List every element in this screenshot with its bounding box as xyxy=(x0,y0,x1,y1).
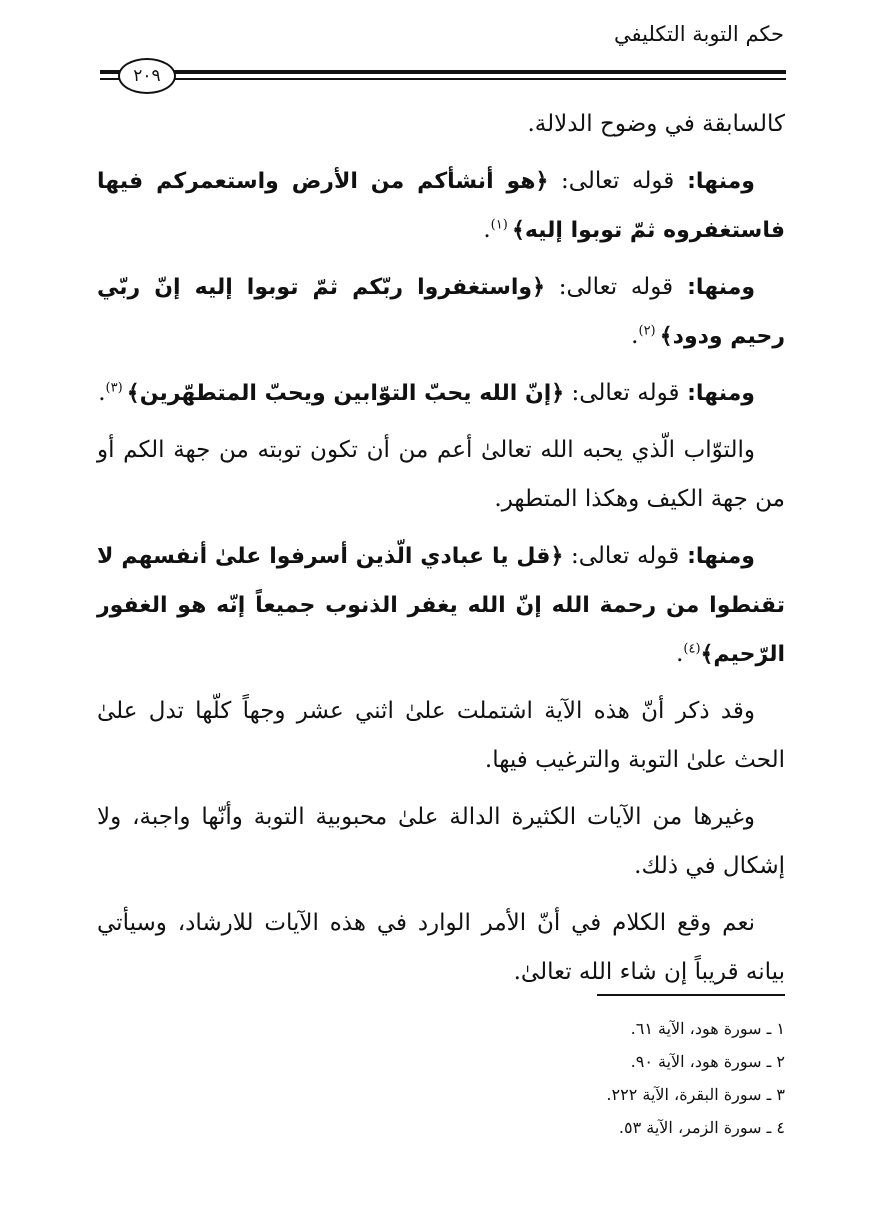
text: . xyxy=(631,323,639,349)
main-text xyxy=(97,100,785,1005)
text: قوله تعالى: xyxy=(545,274,674,300)
paragraph xyxy=(97,263,785,361)
text: والتوّاب الّذي يحبه الله تعالىٰ أعم من أن تكون توبته من جهة الكم أو من جهة الكيف وهكذا المتطهر. xyxy=(97,437,785,512)
paragraph xyxy=(97,793,785,891)
text: نعم وقع الكلام في أنّ الأمر الوارد في هذه الآيات للارشاد، وسيأتي بيانه قريباً إن شاء الله تعالىٰ. xyxy=(97,910,785,985)
text: كالسابقة في وضوح الدلالة. xyxy=(527,111,785,137)
text: قوله تعالى: xyxy=(563,543,680,569)
paragraph xyxy=(97,369,785,418)
paragraph xyxy=(97,157,785,255)
bold-text: ﴿هو أنشأكم من الأرض واستعمركم فيها فاستغفروه ثمّ توبوا إليه﴾ xyxy=(97,169,785,243)
bold-text: ﴿إنّ الله يحبّ التوّابين ويحبّ المتطهّرين﴾ xyxy=(126,381,565,406)
bold-text: ومنها: xyxy=(679,544,755,569)
footnote-marker: (٢) xyxy=(638,323,660,339)
paragraph xyxy=(97,100,785,149)
text: وغيرها من الآيات الكثيرة الدالة علىٰ محبوبية التوبة وأنّها واجبة، ولا إشكال في ذلك. xyxy=(97,804,785,879)
footnote-marker: (٤) xyxy=(683,641,701,657)
bold-text: ومنها: xyxy=(673,275,755,300)
paragraph xyxy=(97,532,785,679)
bold-text: ومنها: xyxy=(674,169,755,194)
footnote-separator xyxy=(597,994,785,996)
footnote-marker: (١) xyxy=(490,217,512,233)
header-rule-thin xyxy=(100,78,786,80)
header-rule-thick xyxy=(100,70,786,74)
paragraph xyxy=(97,426,785,524)
footnote-item: ١ ـ سورة هود، الآية ٦١. xyxy=(630,1019,785,1038)
footnote-item: ٣ ـ سورة البقرة، الآية ٢٢٢. xyxy=(606,1085,785,1104)
text: قوله تعالى: xyxy=(564,380,680,406)
footnotes xyxy=(606,1012,785,1144)
bold-text: ﴿قل يا عبادي الّذين أسرفوا علىٰ أنفسهم لا تقنطوا من رحمة الله إنّ الله يغفر الذنوب جميعاً إنّه هو الغفور الرّحيم﴾ xyxy=(97,544,785,667)
running-header-title: حكم التوبة التكليفي xyxy=(613,22,784,46)
bold-text: ومنها: xyxy=(679,381,755,406)
bold-text: ﴿واستغفروا ربّكم ثمّ توبوا إليه إنّ ربّي رحيم ودود﴾ xyxy=(97,275,785,349)
text: . xyxy=(676,641,684,667)
text: . xyxy=(483,217,491,243)
paragraph xyxy=(97,687,785,785)
text: قوله تعالى: xyxy=(548,168,675,194)
footnote-item: ٢ ـ سورة هود، الآية ٩٠. xyxy=(630,1052,785,1071)
page-number-badge: ٢٠٩ xyxy=(118,58,176,94)
footnote-item: ٤ ـ سورة الزمر، الآية ٥٣. xyxy=(618,1118,785,1137)
text: وقد ذكر أنّ هذه الآية اشتملت علىٰ اثني عشر وجهاً كلّها تدل علىٰ الحث علىٰ التوبة والترغيب فيها. xyxy=(97,698,785,773)
paragraph xyxy=(97,899,785,997)
text: . xyxy=(98,380,106,406)
footnote-marker: (٣) xyxy=(105,380,127,396)
